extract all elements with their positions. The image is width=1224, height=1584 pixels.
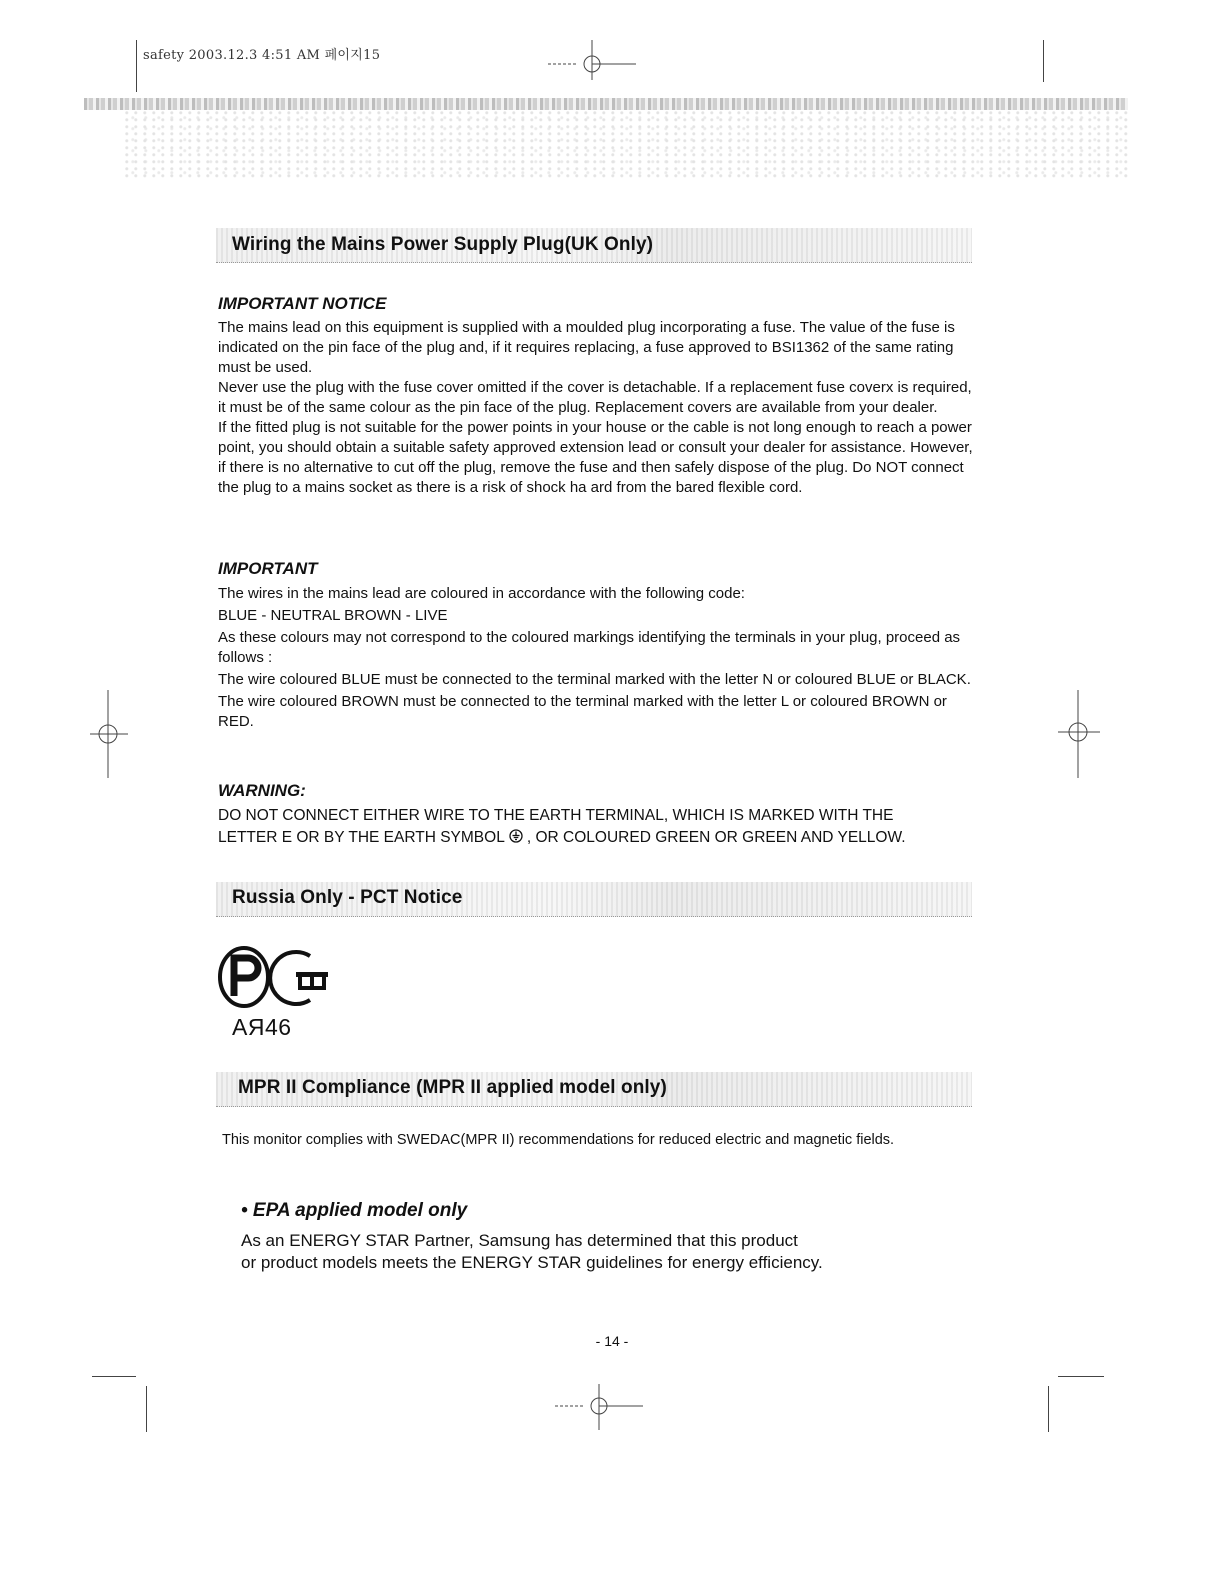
earth-symbol-icon [509,829,523,843]
warning-body [218,805,978,849]
paragraph: If the fitted plug is not suitable for the power points in your house or the cable is not long enough to reach a power point, you should obtain a suitable safety approved extension lead or consult your dealer for assistance. However, if there is no alternative to cut off the plug, remove the fuse and then safely dispose of the plug. Do NOT connect the plug to a mains socket as there is a risk of shock ha ard from the bared flexible cord. [218,419,973,496]
registration-mark-bottom [555,1384,645,1434]
warning-heading: WARNING: [218,781,306,800]
warning-line: DO NOT CONNECT EITHER WIRE TO THE EARTH TERMINAL, WHICH IS MARKED WITH THE [218,807,894,824]
crop-mark [1043,40,1044,82]
pct-certification-logo [218,944,334,1016]
important-body [218,584,978,734]
header-texture-noise [125,110,1128,180]
warning-text: LETTER E OR BY THE EARTH SYMBOL [218,829,509,846]
warning-line [218,827,978,849]
paragraph: As these colours may not correspond to the coloured markings identifying the terminals in your plug, proceed as follows : [218,629,961,666]
important-notice-heading: IMPORTANT NOTICE [218,294,387,313]
pct-code: AЯ46 [232,1014,292,1040]
paragraph: The wire coloured BLUE must be connected to the terminal marked with the letter N or coloured BLUE or BLACK. [218,671,971,688]
crop-mark [1058,1376,1104,1377]
header-texture-band [84,98,1128,110]
epa-line: As an ENERGY STAR Partner, Samsung has determined that this product [241,1231,798,1250]
print-meta-header: safety 2003.12.3 4:51 AM 페이지15 [143,48,381,63]
section-title: MPR II Compliance (MPR II applied model only) [238,1077,667,1098]
crop-mark [146,1386,147,1432]
warning-text: , OR COLOURED GREEN OR GREEN AND YELLOW. [522,829,906,846]
paragraph: The mains lead on this equipment is supplied with a moulded plug incorporating a fuse. The value of the fuse is indicated on the pin face of the plug and, if it requires replacing, a fuse approved to BSI1362 of the same rating must be used. [218,319,955,376]
section-header-russia [216,882,972,917]
paragraph: The wires in the mains lead are coloured in accordance with the following code: [218,585,745,602]
epa-line: or product models meets the ENERGY STAR guidelines for energy efficiency. [241,1253,823,1272]
page-number: - 14 - [595,1333,629,1349]
paragraph: BLUE - NEUTRAL BROWN - LIVE [218,607,448,624]
epa-body [241,1230,941,1274]
paragraph: Never use the plug with the fuse cover omitted if the cover is detachable. If a replacement fuse coverx is required, it must be of the same colour as the pin face of the plug. Replacement covers are available from your dealer. [218,379,972,416]
crop-mark [92,1376,136,1377]
epa-heading: • EPA applied model only [241,1200,468,1221]
section-header-wiring [216,228,972,263]
important-notice-body [218,318,978,498]
paragraph: The wire coloured BROWN must be connected to the terminal marked with the letter L or coloured BROWN or RED. [218,693,947,730]
registration-mark-top [548,40,638,82]
section-header-mpr [216,1072,972,1107]
crop-mark [1048,1386,1049,1432]
crop-mark [136,40,137,92]
registration-mark-right [1058,690,1102,780]
important-heading: IMPORTANT [218,559,318,578]
section-title: Russia Only - PCT Notice [232,887,463,908]
registration-mark-left [90,690,130,780]
section-title: Wiring the Mains Power Supply Plug(UK Only) [232,234,654,255]
mpr-body: This monitor complies with SWEDAC(MPR II) recommendations for reduced electric and magnetic fields. [222,1132,895,1148]
